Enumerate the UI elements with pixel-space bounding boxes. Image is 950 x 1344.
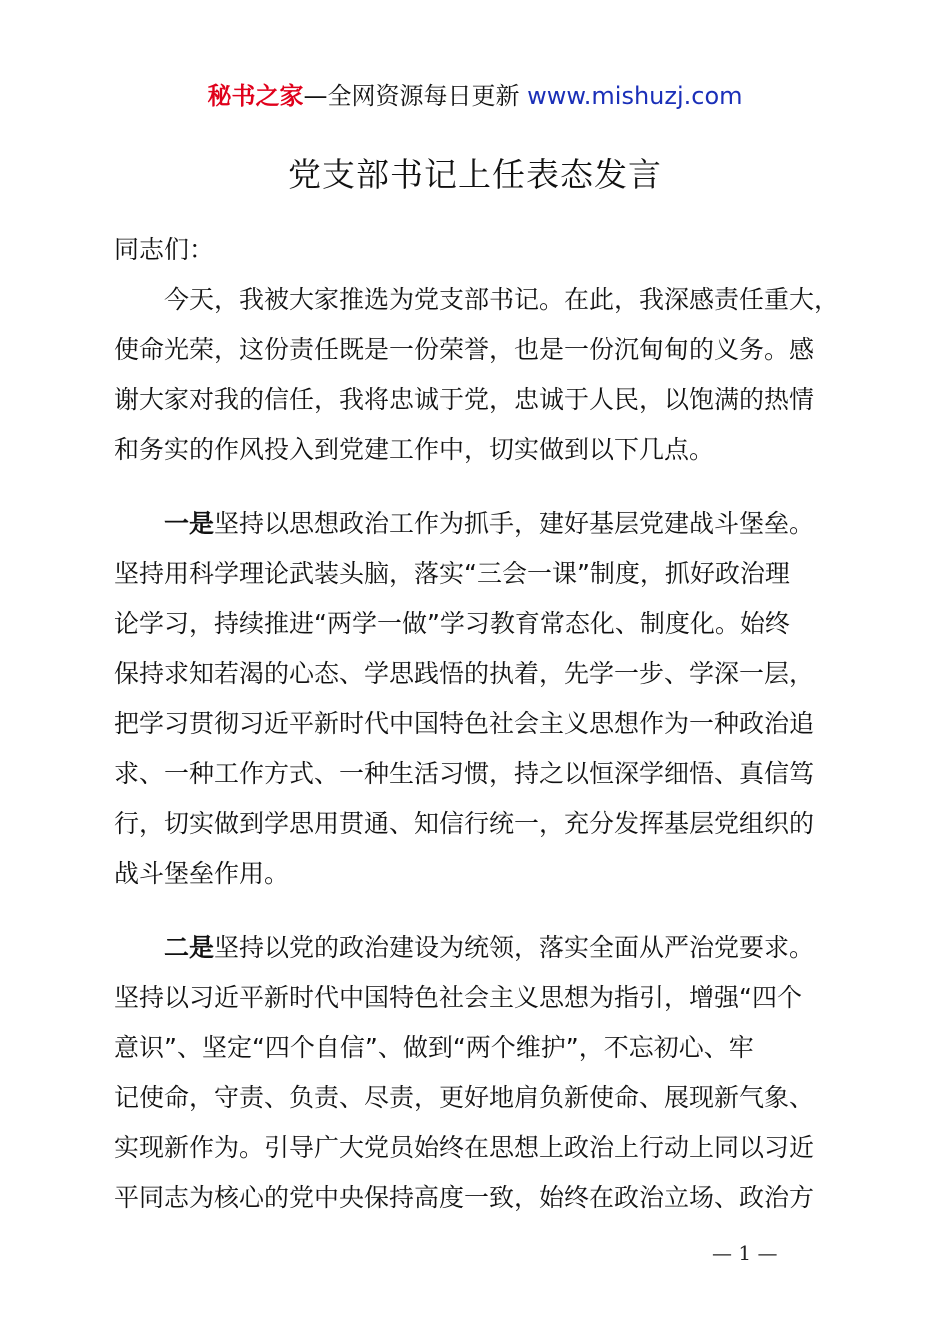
paragraph-line: 实现新作为。引导广大党员始终在思想上政治上行动上同以习近 (114, 1133, 815, 1162)
point-one-label: 一是 (164, 509, 215, 538)
header-url-link[interactable]: www.mishuzj.com (527, 82, 743, 110)
point-one-heading (114, 499, 874, 549)
paragraph-line: 论学习，持续推进“两学一做”学习教育常态化、制度化。始终 (114, 609, 790, 638)
site-header (0, 78, 950, 114)
paragraph-line: 行，切实做到学思用贯通、知信行统一，充分发挥基层党组织的 (114, 809, 815, 838)
paragraph-line: 求、一种工作方式、一种生活习惯，持之以恒深学细悟、真信笃 (114, 759, 815, 788)
greeting: 同志们： (114, 235, 215, 264)
paragraph-line: 平同志为核心的党中央保持高度一致，始终在政治立场、政治方 (114, 1183, 815, 1212)
paragraph-line: 把学习贯彻习近平新时代中国特色社会主义思想作为一种政治追 (114, 709, 815, 738)
paragraph-line: 和务实的作风投入到党建工作中，切实做到以下几点。 (114, 435, 715, 464)
point-two-label: 二是 (164, 933, 215, 962)
point-two-heading-text: 坚持以党的政治建设为统领，落实全面从严治党要求。 (214, 933, 815, 962)
header-tagline: —全网资源每日更新 (303, 82, 520, 110)
paragraph-line: 坚持用科学理论武装头脑，落实“三会一课”制度，抓好政治理 (114, 559, 790, 588)
paragraph-line: 记使命，守责、负责、尽责，更好地肩负新使命、展现新气象、 (114, 1083, 815, 1112)
header-brand: 秘书之家 (207, 82, 304, 110)
paragraph-line: 意识”、坚定“四个自信”、做到“两个维护”，不忘初心、牢 (114, 1033, 754, 1062)
paragraph-line: 使命光荣，这份责任既是一份荣誉，也是一份沉甸甸的义务。感 (114, 335, 815, 364)
point-one-heading-text: 坚持以思想政治工作为抓手，建好基层党建战斗堡垒。 (214, 509, 815, 538)
page-number: — 1 — (712, 1241, 778, 1265)
document-body (114, 225, 874, 1223)
point-two-heading (114, 923, 874, 973)
paragraph-line: 坚持以习近平新时代中国特色社会主义思想为指引，增强“四个 (114, 983, 802, 1012)
paragraph-line: 战斗堡垒作用。 (114, 859, 290, 888)
paragraph-line: 今天，我被大家推选为党支部书记。在此，我深感责任重大， (164, 285, 840, 314)
paragraph-line: 谢大家对我的信任，我将忠诚于党，忠诚于人民，以饱满的热情 (114, 385, 815, 414)
document-title: 党支部书记上任表态发言 (288, 155, 662, 194)
paragraph-line: 保持求知若渴的心态、学思践悟的执着，先学一步、学深一层， (114, 659, 815, 688)
